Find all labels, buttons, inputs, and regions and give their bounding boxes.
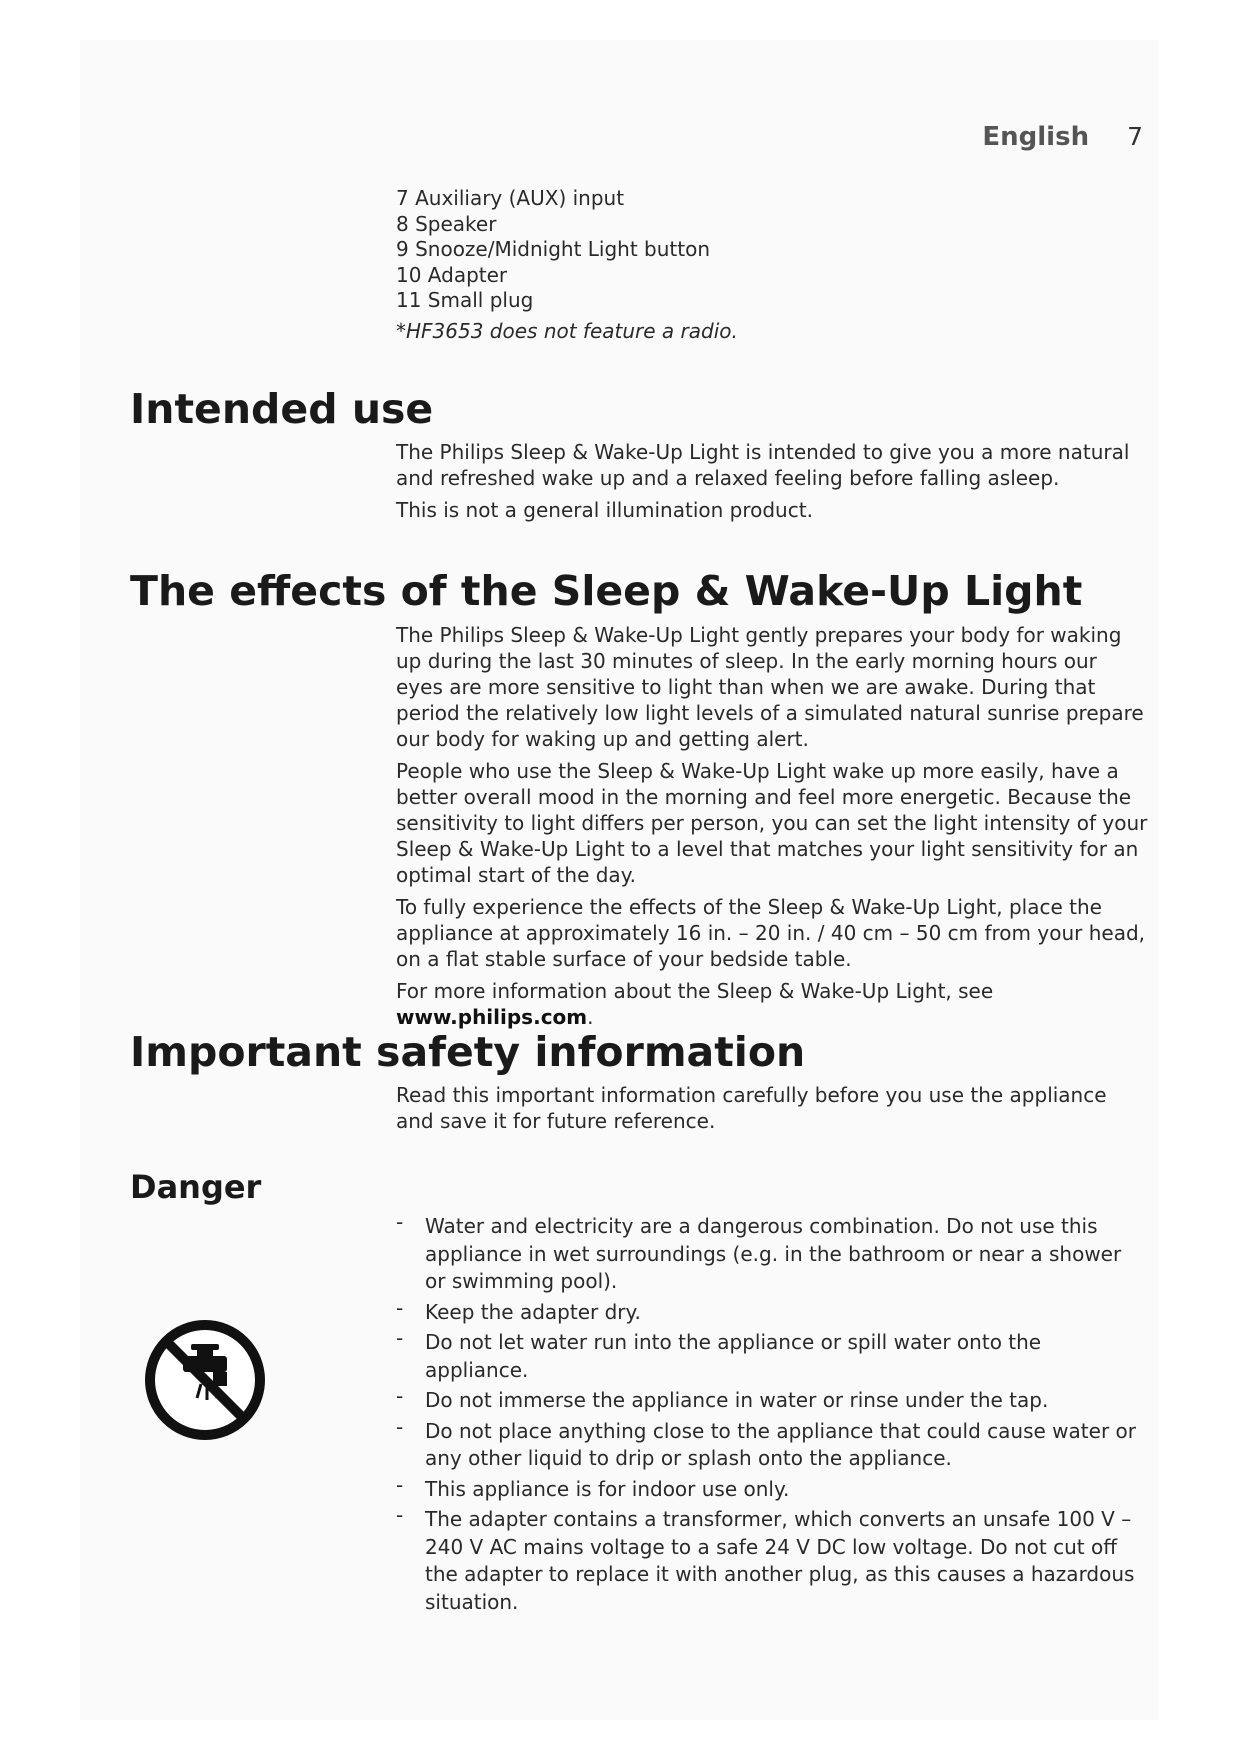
paragraph: The Philips Sleep & Wake-Up Light gently prepares your body for waking up during the last 30 minutes of sleep. In the early morning hours our eyes are more sensitive to light than when we are awake. During that period the relatively low light levels of a simulated natural sunrise prepare our body for waking up and getting alert. [396,623,1144,751]
bullet-text: Do not immerse the appliance in water or rinse under the tap. [425,1388,1049,1412]
more-info-text: For more information about the Sleep & Wake-Up Light, see [396,979,994,1003]
bullet-marker: - [396,1384,404,1408]
bullet-text: The adapter contains a transformer, which converts an unsafe 100 V – 240 V AC mains voltage to a safe 24 V DC low voltage. Do not cut off the adapter to replace it with another plug, as this causes a hazardous situation. [425,1507,1135,1614]
more-info-period: . [587,1005,594,1029]
list-item: 10 Adapter [396,262,508,287]
philips-website-link[interactable]: www.philips.com [396,1005,588,1029]
bullet-text: Water and electricity are a dangerous combination. Do not use this appliance in wet surroundings (e.g. in the bathroom or near a shower or swimming pool). [425,1214,1122,1293]
paragraph: To fully experience the effects of the Sleep & Wake-Up Light, place the appliance at approximately 16 in. – 20 in. / 40 cm – 50 cm from your head, on a flat stable surface of your bedside table. [396,895,1146,971]
list-item: 7 Auxiliary (AUX) input [396,186,625,210]
list-item [396,1326,1148,1384]
list-item [396,1210,1148,1296]
paragraph: Read this important information carefully before you use the appliance and save it for future reference. [396,1083,1107,1133]
bullet-text: Keep the adapter dry. [425,1299,641,1324]
paragraph: People who use the Sleep & Wake-Up Light wake up more easily, have a better overall mood in the morning and feel more energetic. Because the sensitivity to light differs per person, you can set the light intensity of your Sleep & Wake-Up Light to a level that matches your light sensitivity for an optimal start of the day. [396,759,1148,887]
list-item [396,1384,1148,1415]
no-water-tap-icon [143,1318,267,1442]
bullet-text: Do not let water run into the appliance or spill water onto the appliance. [425,1330,1042,1382]
bullet-marker: - [396,1326,404,1350]
list-item [396,1503,1148,1616]
radio-note: *HF3653 does not feature a radio. [396,318,738,343]
safety-heading: Important safety information [130,1028,806,1076]
bullet-marker: - [396,1472,404,1497]
bullet-marker: - [396,1503,404,1527]
intended-use-body [396,439,1148,529]
paragraph: The Philips Sleep & Wake-Up Light is intended to give you a more natural and refreshed wake up and a relaxed feeling before falling asleep. [396,440,1130,490]
list-item [396,1295,1148,1327]
list-item: 8 Speaker [396,211,497,236]
effects-heading: The effects of the Sleep & Wake-Up Light [130,567,1083,615]
intended-use-heading: Intended use [130,385,434,433]
list-item [396,1414,1148,1473]
list-item: 9 Snooze/Midnight Light button [396,237,711,261]
safety-intro [396,1082,1148,1140]
danger-list [396,1210,1148,1619]
more-info-line [396,978,1148,1030]
page-header [982,122,1143,152]
parts-list [396,186,1148,344]
bullet-text: This appliance is for indoor use only. [425,1476,790,1501]
paragraph: This is not a general illumination product. [396,498,813,522]
bullet-marker: - [396,1414,404,1439]
bullet-marker: - [396,1210,404,1234]
list-item: 11 Small plug [396,288,534,312]
list-item [396,1472,1148,1504]
danger-heading: Danger [130,1168,262,1206]
language-label: English [982,122,1090,152]
effects-body [396,622,1148,1036]
bullet-text: Do not place anything close to the appliance that could cause water or any other liquid to drip or splash onto the appliance. [425,1418,1136,1470]
bullet-marker: - [396,1295,404,1320]
page-number: 7 [1127,122,1143,151]
